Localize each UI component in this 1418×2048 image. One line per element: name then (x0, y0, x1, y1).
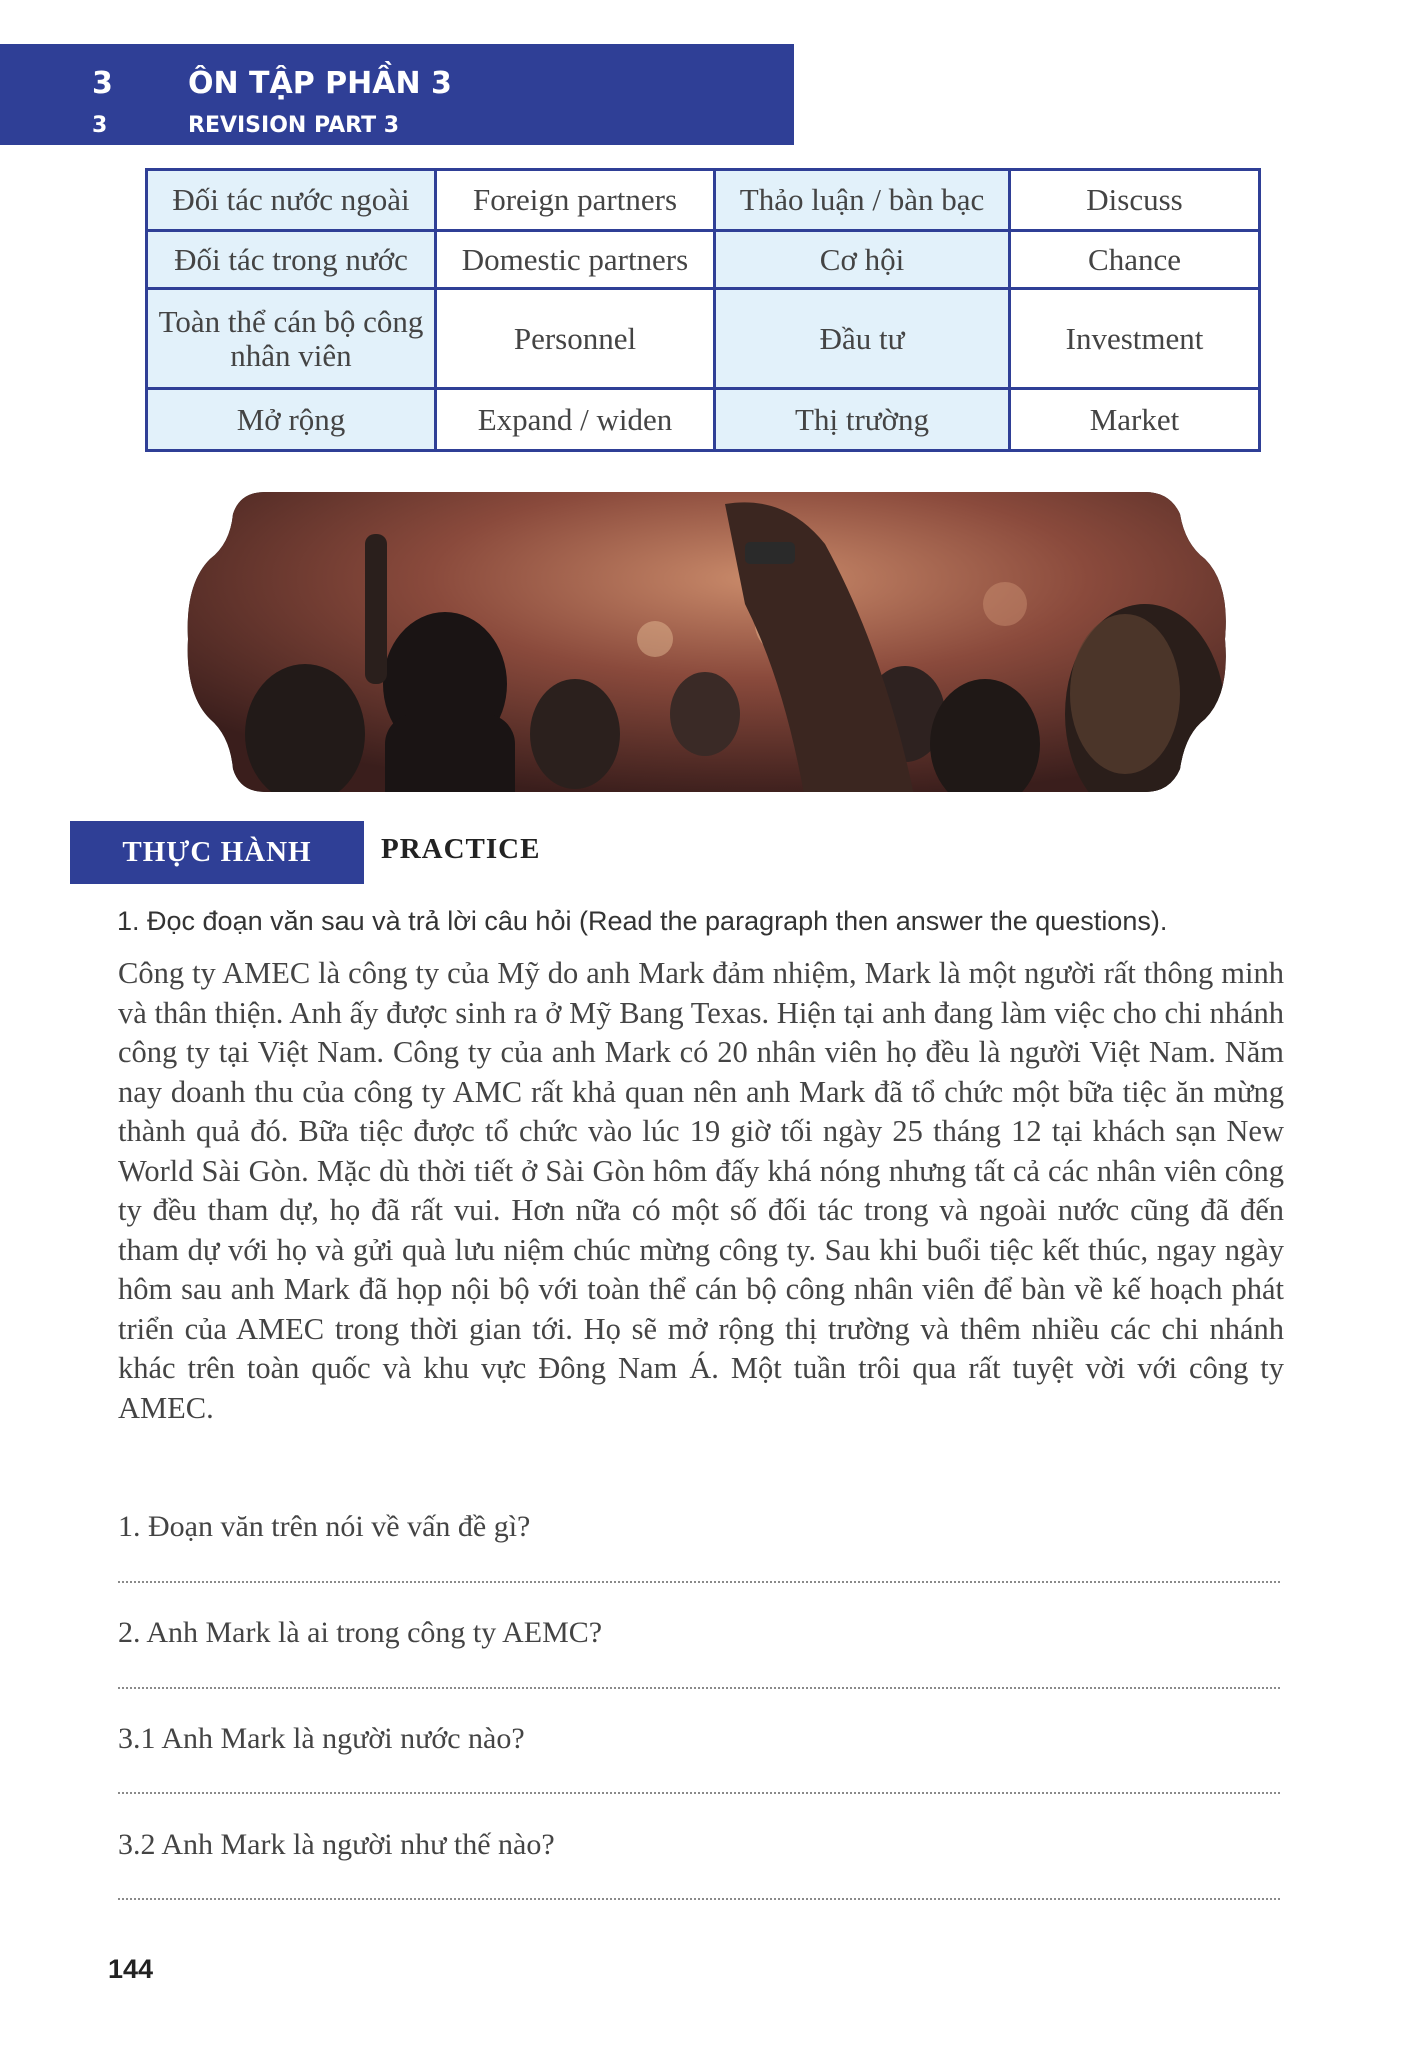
vocab-cell-en: Chance (1010, 231, 1260, 289)
question-3-1: 3.1 Anh Mark là người nước nào? (118, 1722, 525, 1755)
vocab-cell-vn: Đầu tư (715, 289, 1010, 389)
vocab-cell-en: Domestic partners (436, 231, 715, 289)
chapter-title: ÔN TẬP PHẦN 3 (188, 66, 452, 101)
vocab-cell-en: Discuss (1010, 170, 1260, 231)
concert-crowd-photo (185, 484, 1230, 800)
vocab-cell-vn: Thị trường (715, 389, 1010, 451)
vocab-cell-en: Market (1010, 389, 1260, 451)
vocab-cell-vn: Mở rộng (147, 389, 436, 451)
vocab-cell-en: Investment (1010, 289, 1260, 389)
answer-line-2 (118, 1687, 1280, 1689)
chapter-banner (0, 44, 794, 145)
practice-label-en: PRACTICE (381, 833, 541, 865)
vocab-table (145, 168, 1261, 452)
vocab-cell-vn: Đối tác nước ngoài (147, 170, 436, 231)
vocab-cell-vn: Thảo luận / bàn bạc (715, 170, 1010, 231)
practice-label-vn: THỰC HÀNH (70, 821, 364, 884)
question-2: 2. Anh Mark là ai trong công ty AEMC? (118, 1616, 603, 1649)
vocab-cell-en: Personnel (436, 289, 715, 389)
reading-paragraph: Công ty AMEC là công ty của Mỹ do anh Mark đảm nhiệm, Mark là một người rất thông minh và thân thiện. Anh ấy được sinh ra ở Mỹ Bang Texas. Hiện tại anh đang làm việc cho chi nhánh công ty tại Việt Nam. Công ty của anh Mark có 20 nhân viên họ đều là người Việt Nam. Năm nay doanh thu của công ty AMC rất khả quan nên anh Mark đã tổ chức một bữa tiệc ăn mừng thành quả đó. Bữa tiệc được tổ chức vào lúc 19 giờ tối ngày 25 tháng 12 tại khách sạn New World Sài Gòn. Mặc dù thời tiết ở Sài Gòn hôm đấy khá nóng nhưng tất cả các nhân viên công ty đều tham dự, họ đã rất vui. Hơn nữa có một số đối tác trong và ngoài nước cũng đã đến tham dự với họ và gửi quà lưu niệm chúc mừng công ty. Sau khi buổi tiệc kết thúc, ngay ngày hôm sau anh Mark đã họp nội bộ với toàn thể cán bộ công nhân viên để bàn về kế hoạch phát triển của AMEC trong thời gian tới. Họ sẽ mở rộng thị trường và thêm nhiều các chi nhánh khác trên toàn quốc và khu vực Đông Nam Á. Một tuần trôi qua rất tuyệt vời với công ty AMEC. (118, 956, 1284, 1425)
vocab-cell-en: Foreign partners (436, 170, 715, 231)
page-number: 144 (108, 1954, 154, 1984)
vocab-cell-en: Expand / widen (436, 389, 715, 451)
answer-line-4 (118, 1898, 1280, 1900)
question-1: 1. Đoạn văn trên nói về vấn đề gì? (118, 1510, 531, 1543)
answer-line-1 (118, 1581, 1280, 1583)
chapter-title-en: REVISION PART 3 (188, 113, 400, 138)
vocab-row (147, 289, 1260, 389)
vocab-row (147, 389, 1260, 451)
chapter-number-en: 3 (92, 113, 108, 138)
chapter-number: 3 (92, 66, 113, 101)
vocab-cell-vn: Toàn thể cán bộ công nhân viên (147, 289, 436, 389)
vocab-row (147, 231, 1260, 289)
answer-line-3 (118, 1792, 1280, 1794)
question-3-2: 3.2 Anh Mark là người như thế nào? (118, 1828, 555, 1861)
vocab-row (147, 170, 1260, 231)
vocab-cell-vn: Cơ hội (715, 231, 1010, 289)
exercise-instruction: 1. Đọc đoạn văn sau và trả lời câu hỏi (Read the paragraph then answer the questions). (117, 906, 1168, 936)
vocab-cell-vn: Đối tác trong nước (147, 231, 436, 289)
